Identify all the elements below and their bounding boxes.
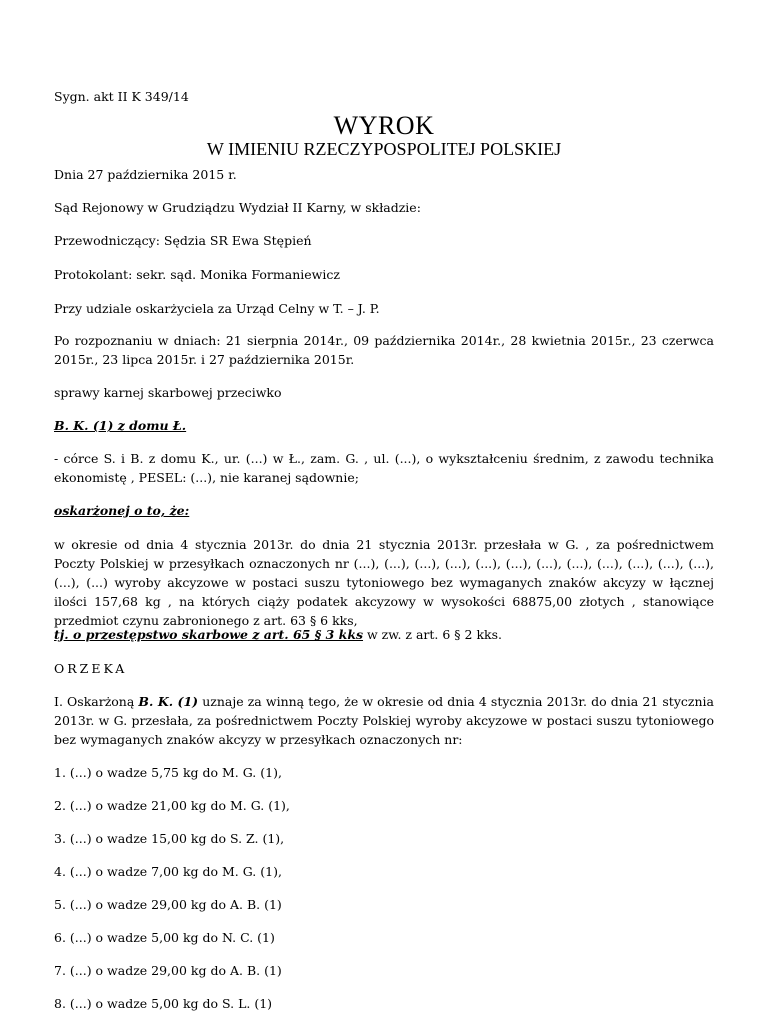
shipment-item: 8. (...) o wadze 5,00 kg do S. L. (1) [54, 996, 273, 1011]
document-title: WYROK [333, 111, 435, 140]
verdict-defendant-name: B. K. (1) [138, 694, 199, 709]
shipment-item: 6. (...) o wadze 5,00 kg do N. C. (1) [54, 930, 275, 945]
shipment-item: 2. (...) o wadze 21,00 kg do M. G. (1), [54, 798, 290, 813]
chair-line: Przewodniczący: Sędzia SR Ewa Stępień [54, 233, 312, 248]
defendant-details-paragraph: - córce S. i B. z domu K., ur. (...) w Ł., zam. G. , ul. (...), o wykształceniu średnim, z zawodu technika ekonomistę , PESEL: (...), nie karanej sądownie; [54, 451, 714, 485]
accused-heading: oskarżonej o to, że: [54, 503, 190, 518]
offence-bold-text: tj. o przestępstwo skarbowe z art. 65 § 3 kks [54, 627, 364, 642]
verdict-paragraph [54, 692, 714, 749]
hearing-dates-paragraph: Po rozpoznaniu w dniach: 21 sierpnia 2014r., 09 października 2014r., 28 kwietnia 2015r., 23 czerwca 2015r., 23 lipca 2015r. i 27 października 2015r. [54, 333, 714, 367]
verdict-text: uznaje za winną tego, że w okresie od dnia 4 stycznia 2013r. do dnia 21 stycznia 2013r. w G. przesłała, za pośrednictwem Poczty Polskiej wyroby akcyzowe w postaci suszu tytoniowego bez wymaganych znaków akcyzy w przesyłkach oznaczonych nr: [54, 694, 714, 747]
document-subtitle: W IMIENIU RZECZYPOSPOLITEJ POLSKIEJ [206, 139, 562, 159]
date-line: Dnia 27 października 2015 r. [54, 167, 237, 182]
case-line: sprawy karnej skarbowej przeciwko [54, 385, 282, 400]
shipment-item: 7. (...) o wadze 29,00 kg do A. B. (1) [54, 963, 282, 978]
charge-paragraph: w okresie od dnia 4 stycznia 2013r. do dnia 21 stycznia 2013r. przesłała w G. , za pośrednictwem Poczty Polskiej w przesyłkach oznaczonych nr (...), (...), (...), (...), (...), (...), (...), (...), (...), (...), (...), (...), (...), (...) wyroby akcyzowe w postaci suszu tytoniowego bez wymaganych znaków akcyzy w łącznej ilości 157,68 kg , na których ciąży podatek akcyzowy w wysokości 68875,00 złotych , stanowiące przedmiot czynu zabronionego z art. 63 § 6 kks, [54, 537, 714, 628]
shipment-item: 1. (...) o wadze 5,75 kg do M. G. (1), [54, 765, 282, 780]
case-reference: Sygn. akt II K 349/14 [54, 89, 189, 104]
shipment-item: 5. (...) o wadze 29,00 kg do A. B. (1) [54, 897, 282, 912]
verdict-prefix: I. Oskarżoną [54, 694, 139, 709]
offence-rest-text: w zw. z art. 6 § 2 kks. [363, 627, 502, 642]
clerk-line: Protokolant: sekr. sąd. Monika Formaniewicz [54, 267, 340, 282]
shipment-item: 3. (...) o wadze 15,00 kg do S. Z. (1), [54, 831, 285, 846]
prosecutor-line: Przy udziale oskarżyciela za Urząd Celny w T. – J. P. [54, 301, 380, 316]
defendant-heading: B. K. (1) z domu Ł. [54, 418, 187, 433]
shipment-item: 4. (...) o wadze 7,00 kg do M. G. (1), [54, 864, 282, 879]
court-line: Sąd Rejonowy w Grudziądzu Wydział II Karny, w składzie: [54, 200, 421, 215]
offence-line [54, 625, 714, 644]
orders-heading: ORZEKA [54, 661, 128, 676]
